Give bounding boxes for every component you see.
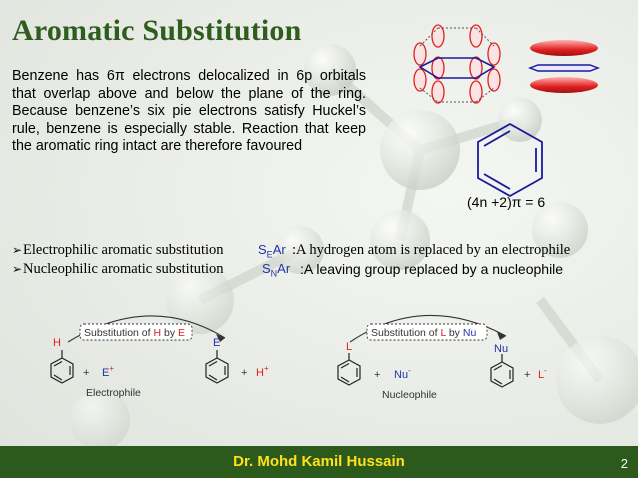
orbital-lobe — [432, 81, 444, 103]
svg-text:L-: L- — [538, 366, 547, 381]
product-group: E — [213, 337, 221, 349]
reactant-ring — [338, 353, 360, 385]
svg-text:+: + — [374, 369, 381, 381]
reagent-caption: Electrophile — [86, 387, 141, 399]
product-ring — [206, 350, 228, 383]
benzene-structure — [470, 120, 550, 198]
svg-text:H+: H+ — [256, 364, 269, 379]
reagent-caption: Nucleophile — [382, 389, 437, 401]
nucleophilic-scheme — [334, 296, 564, 408]
pi-cloud-top — [530, 40, 598, 56]
svg-text:+: + — [241, 367, 248, 379]
p-orbital-diagram — [402, 22, 512, 112]
orbital-lobe — [414, 69, 426, 91]
reactant-group: H — [53, 337, 61, 349]
pi-cloud-diagram — [524, 36, 604, 96]
pi-cloud-bottom — [530, 77, 598, 93]
orbital-lobe — [470, 81, 482, 103]
bullet-electrophilic — [12, 242, 632, 261]
slide-title: Aromatic Substitution — [12, 14, 302, 47]
bullet-description: :A hydrogen atom is replaced by an electrophile — [292, 242, 571, 258]
seAr-abbreviation: $S_EAr$ — [258, 242, 286, 260]
substitution-types — [12, 242, 632, 280]
product-group: Nu — [494, 343, 509, 355]
ring-skeleton — [420, 58, 494, 78]
electrophilic-scheme — [40, 296, 300, 408]
orbital-lobe — [414, 43, 426, 65]
orbital-lobe — [488, 43, 500, 65]
bullet-label: Electrophilic aromatic substitution — [23, 242, 224, 258]
intro-paragraph: Benzene has 6π electrons delocalized in 6p orbitals that overlap above and below the plane of the ring. Because benzene’s six pie electrons satisfy Huckel’s rule, benzene is especially stable. Reaction that keep the aromatic ring intact are therefore favoured — [12, 68, 366, 154]
huckel-rule: (4n +2)π = 6 — [467, 194, 546, 210]
bullet-arrow-icon: ➢ — [12, 243, 23, 257]
svg-text:+: + — [524, 369, 531, 381]
bullet-nucleophilic — [12, 261, 632, 280]
footer-bar — [0, 446, 638, 478]
product-ring — [491, 354, 513, 387]
bullet-label: Nucleophilic aromatic substitution — [23, 261, 224, 277]
svg-text:Substitution of L by Nu: Substitution of L by Nu — [371, 327, 477, 339]
svg-text:Nu-: Nu- — [394, 366, 411, 381]
svg-text:+: + — [83, 367, 90, 379]
svg-text:Substitution of H by E: Substitution of H by E — [84, 327, 186, 339]
orbital-lobe — [488, 69, 500, 91]
reactant-ring — [51, 350, 73, 383]
bullet-arrow-icon: ➢ — [12, 262, 23, 276]
reactant-group: L — [346, 341, 353, 353]
bullet-description: :A leaving group replaced by a nucleophile — [300, 261, 564, 277]
ring-plane — [530, 65, 598, 71]
snAr-abbreviation: $S_NAr$ — [262, 261, 291, 279]
author-name: Dr. Mohd Kamil Hussain — [233, 453, 405, 470]
svg-text:E+: E+ — [102, 364, 115, 379]
page-number: 2 — [620, 456, 628, 471]
